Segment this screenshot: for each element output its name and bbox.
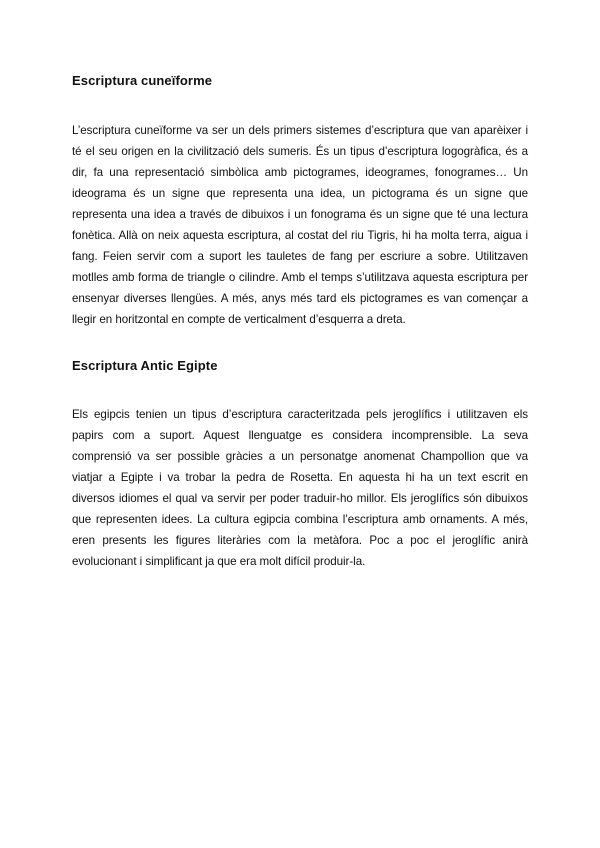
section-title-ancient-egypt: Escriptura Antic Egipte xyxy=(72,358,218,373)
section-body-ancient-egypt: Els egipcis tenien un tipus d’escriptura caracteritzada pels jeroglífics i utilitzaven els papirs com a suport. Aquest llenguatge es considera incomprensible. La seva comprensió va ser possible gràcies a un personatge anomenat Champollion que va viatjar a Egipte i va trobar la pedra de Rosetta. En aquesta hi ha un text escrit en diversos idiomes el qual va servir per poder traduir-ho millor. Els jeroglífics són dibuixos que representen idees. La cultura egipcia combina l’escriptura amb ornaments. A més, eren presents les figures literàries com la metàfora. Poc a poc el jeroglífic anirà evolucionant i simplificant ja que era molt difícil produir-la. xyxy=(72,408,528,568)
document-content xyxy=(72,70,528,572)
section-body-cuneiform: L’escriptura cuneïforme va ser un dels primers sistemes d’escriptura que van aparèixer i té el seu origen en la civilització dels sumeris. És un tipus d’escriptura logogràfica, és a dir, fa una representació simbòlica amb pictogrames, ideogrames, fonogrames… Un ideograma és un signe que representa una idea, un pictograma és un signe que representa una idea a través de dibuixos i un fonograma és un signe que té una lectura fonètica. Allà on neix aquesta escriptura, al costat del riu Tigris, hi ha molta terra, aigua i fang. Feien servir com a suport les tauletes de fang per escriure a sobre. Utilitzaven motlles amb forma de triangle o cilindre. Amb el temps s’utilitzava aquesta escriptura per ensenyar diverses llengües. A més, anys més tard els pictogrames es van començar a llegir en horitzontal en compte de verticalment d’esquerra a dreta. xyxy=(72,124,528,326)
section-title-cuneiform: Escriptura cuneïforme xyxy=(72,73,213,88)
